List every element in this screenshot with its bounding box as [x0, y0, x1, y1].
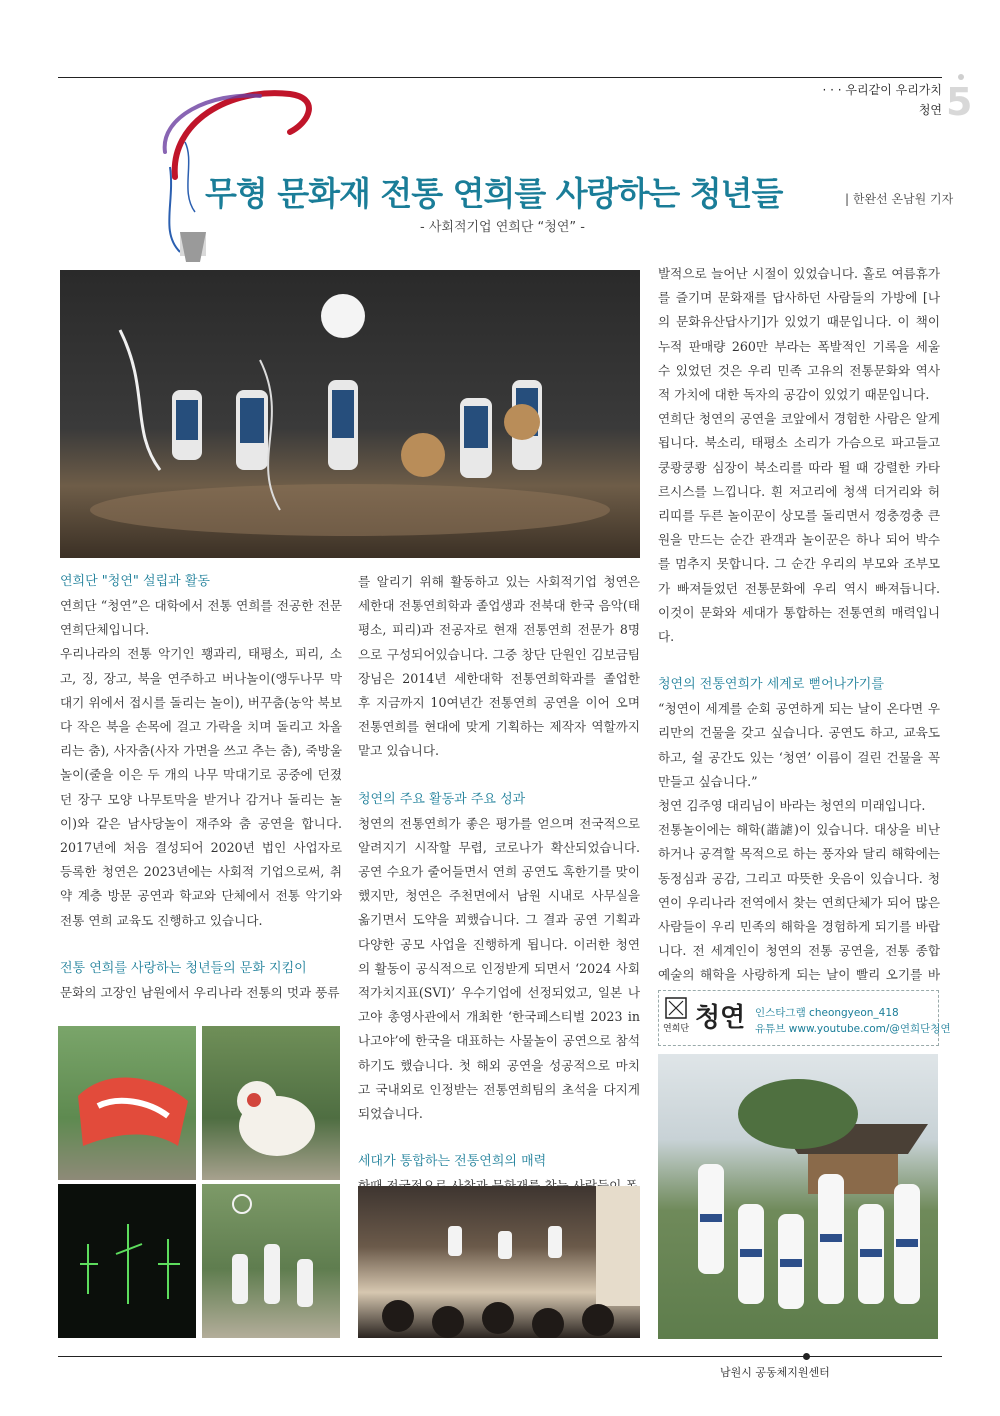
- lion-shape: [202, 1026, 340, 1180]
- article-subtitle: - 사회적기업 연희단 “청연” -: [420, 220, 585, 235]
- cheongyeon-logo: [665, 997, 687, 1019]
- article-title: 무형 문화재 전통 연희를 사랑하는 청년들: [205, 174, 783, 213]
- dancer-shapes: [202, 1184, 340, 1338]
- col2-paragraph-2: 청연의 전통연희가 좋은 평가를 얻으며 전국적으로 알려지기 시작할 무렵, 코로나가 확산되었습니다. 공연 수요가 줄어들면서 연희 공연도 혹한기를 맞이했지만, 청연은 주천면에서 남원 시내로 사무실을 옮기면서 도약을 꾀했습니다. 그 결과 공연 기획과 다양한 공모 사업을 진행하게 됩니다. 이러한 청연의 활동이 공식적으로 인정받게 되면서 ‘2024 사회적가치지표(SVI)’ 우수기업에 선정되었고, 일본 나고야 총영사관에서 개최한 ‘한국페스티벌 2023 in 나고야’에 한국을 대표하는 사물놀이 공연으로 참석하기도 했습니다. 첫 해외 공연을 성공적으로 마치고 국내외로 인정받는 전통연희팀의 초석을 다지게 되었습니다.: [358, 815, 640, 1122]
- photo-outdoor-performance: [202, 1184, 340, 1338]
- photo-indoor-concert: [358, 1186, 640, 1338]
- heading-guardians: 전통 연희를 사랑하는 청년들의 문화 지킴이: [60, 960, 307, 976]
- section-name: 청연: [918, 103, 942, 117]
- contact-info-box: [658, 990, 951, 1046]
- youtube-link[interactable]: 유튜브 www.youtube.com/@연희단청연: [755, 1023, 951, 1035]
- col1-paragraph-3: 문화의 고장인 남원에서 우리나라 전통의 멋과 풍류: [60, 984, 340, 1000]
- col3-paragraph-3: “청연이 세계를 순회 공연하게 되는 날이 온다면 우리만의 건물을 갖고 싶습니다. 공연도 하고, 교육도 하고, 쉴 공간도 있는 ‘청연’ 이름이 걸린 건물을 꼭 만들고 싶습니다.”: [658, 701, 940, 789]
- col2-paragraph-1: 를 알리기 위해 활동하고 있는 사회적기업 청연은 세한대 전통연희학과 졸업생과 전북대 한국 음악(태평소, 피리)과 전공자로 현재 전통연희 전문가 8명으로 구성되어있습니다. 그중 창단 단원인 김보금팀장님은 2014년 세한대학 전통연희학과를 졸업한 후 지금까지 10여년간 전통연희 공연을 이어 오며 전통연희를 현대에 맞게 기획하는 제작자 역할까지 맡고 있습니다.: [358, 574, 640, 759]
- heading-founding: 연희단 "청연" 설립과 활동: [60, 574, 210, 589]
- concert-shapes: [358, 1186, 640, 1338]
- group-shapes: [658, 1054, 938, 1339]
- kicker-text: · · · 우리같이 우리가치: [822, 83, 942, 97]
- heading-generations: 세대가 통합하는 전통연희의 매력: [358, 1154, 547, 1170]
- footer-organization: 남원시 공동체지원센터: [720, 1366, 830, 1379]
- column-2: [358, 570, 640, 1198]
- instagram-link[interactable]: 인스타그램 cheongyeon_418: [755, 1007, 899, 1019]
- top-rule: [58, 77, 942, 78]
- logo-big-text: 청연: [695, 1003, 746, 1033]
- article-byline: | 한완선 온남원 기자: [845, 192, 954, 206]
- footer-dot: [803, 1353, 810, 1360]
- photo-group-outdoor: [658, 1054, 938, 1339]
- column-1: [60, 570, 342, 1005]
- flag-shape: [58, 1026, 196, 1180]
- page-number: 5: [946, 80, 973, 124]
- photo-lion-dance: [202, 1026, 340, 1180]
- col1-paragraph-2: 우리나라의 전통 악기인 꽹과리, 태평소, 피리, 소고, 징, 장고, 북을 연주하고 버나놀이(앵두나무 막대기 위에서 접시를 돌리는 놀이), 버꾸춤(농악 북보다 작은 북을 손목에 걸고 가락을 치며 돌리고 차올리는 춤), 사자춤(사자 가면을 쓰고 추는 춤), 죽방울놀이(줄을 이은 두 개의 나무 막대기로 공중에 던졌던 장구 모양 나무토막을 받거나 감거나 돌리는 놀이)와 같은 남사당놀이 재주와 춤 공연을 합니다. 2017년에 처음 결성되어 2020년 법인 사업자로 등록한 청연은 2023년에는 사회적 기업으로써, 취약 계층 방문 공연과 학교와 단체에서 전통 악기와 전통 연희 교육도 진행하고 있습니다.: [60, 646, 342, 928]
- main-performance-photo: [60, 270, 640, 558]
- col3-paragraph-1: 발적으로 늘어난 시절이 있었습니다. 홀로 여름휴가를 즐기며 문화재를 답사하던 사람들의 가방에 [나의 문화유산답사기]가 있었기 때문입니다. 이 책이 누적 판매량 260만 부라는 폭발적인 기록을 세울 수 있었던 것은 우리 민족 고유의 전통문화와 역사적 가치에 대한 독자의 공감이 있었기 때문입니다.: [658, 266, 940, 403]
- photo-night-performance: [58, 1184, 196, 1338]
- col3-paragraph-2: 연희단 청연의 공연을 코앞에서 경험한 사람은 알게 됩니다. 북소리, 태평소 소리가 가슴으로 파고들고 쿵쾅쿵쾅 심장이 북소리를 따라 뛸 때 강렬한 카타르시스를 느낍니다. 흰 저고리에 청색 더거리와 허리띠를 두른 놀이꾼이 상모를 돌리면서 껑충껑충 큰 원을 만드는 순간 관객과 놀이꾼은 하나 되어 박수를 멈추지 못합니다. 그 순간 우리의 부모와 조부모가 빠져들었던 전통문화에 우리 역시 빠져듭니다. 이것이 문화와 세대가 통합하는 전통연희 매력입니다.: [658, 411, 940, 645]
- photo-flag-dance: [58, 1026, 196, 1180]
- performers-silhouettes: [60, 270, 640, 558]
- logo-small-text: 연희단: [663, 1024, 690, 1034]
- column-3: [658, 262, 940, 1012]
- section-kicker: [823, 80, 942, 120]
- col3-paragraph-5: 전통놀이에는 해학(諧謔)이 있습니다. 대상을 비난하거나 공격할 목적으로 하는 풍자와 달리 해학에는 동정심과 공감, 그리고 따뜻한 웃음이 있습니다. 청연이 우리나라 전역에서 찾는 연희단체가 되어 많은 사람들이 우리 민족의 해학을 경험하게 되기를 바랍니다. 전 세계인이 청연의 전통 공연을, 전통 종합 예술의 해학을 사랑하게 되는 날이 빨리 오기를 바: [658, 822, 940, 983]
- col3-paragraph-4: 청연 김주영 대리님이 바라는 청연의 미래입니다.: [658, 798, 926, 814]
- heading-achievements: 청연의 주요 활동과 주요 성과: [358, 791, 526, 807]
- glow-figures: [58, 1184, 196, 1338]
- col1-paragraph-1: 연희단 “청연”은 대학에서 전통 연희를 전공한 전문 연희단체입니다.: [60, 598, 342, 638]
- heading-worldwide: 청연의 전통연희가 세계로 뻗어나가기를: [658, 677, 884, 693]
